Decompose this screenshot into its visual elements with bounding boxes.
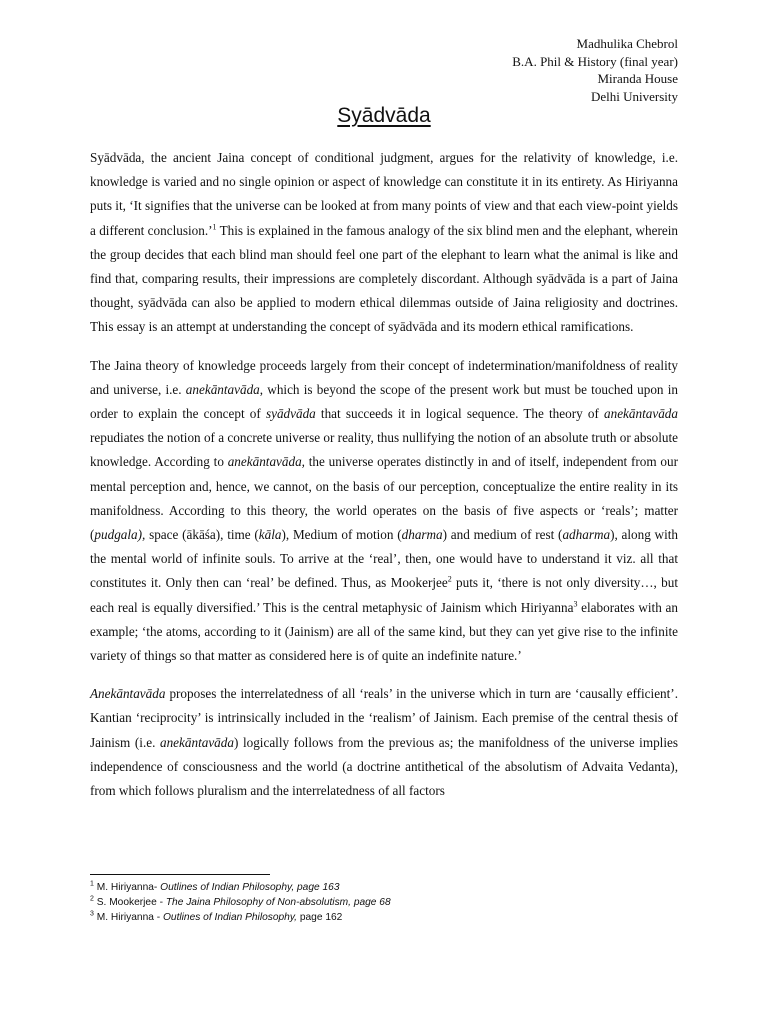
paragraph-1 bbox=[90, 146, 678, 340]
footnote-ref-2: 2 bbox=[447, 575, 452, 585]
paragraph-2-text: ), Medium of motion ( bbox=[281, 527, 402, 543]
document-title: Syādvāda bbox=[337, 104, 431, 127]
author-college: Miranda House bbox=[597, 71, 678, 86]
footnote-separator bbox=[90, 874, 270, 875]
paragraph-2-text: space (ākāśa), time ( bbox=[145, 527, 259, 543]
term-syadvada: syādvāda bbox=[265, 406, 316, 422]
paragraph-1-text-a: Syādvāda, the ancient Jaina concept of conditional judgment, argues for the relativity of knowledge, i.e. knowledge is varied and no single opinion or aspect of knowledge can constitute it in its entirety. As Hiriyanna puts it, ‘It signifies that the universe can be looked at from many points of view and that each view-point yields a different conclusion.’ bbox=[90, 150, 678, 238]
footnote-work: The Jaina Philosophy of Non-absolutism, page 68 bbox=[165, 897, 391, 908]
footnote-2 bbox=[90, 895, 678, 910]
footnote-ref-1: 1 bbox=[212, 222, 217, 232]
paragraph-3 bbox=[90, 682, 678, 803]
author-name: Madhulika Chebrol bbox=[576, 36, 678, 51]
paragraph-2-text: the universe operates distinctly in and of itself, independent from our mental perception and, hence, we cannot, on the basis of our perception, conceptualize the entire reality in its manifoldness. According to this theory, the world operates on the basis of five aspects or ‘reals’; matter ( bbox=[90, 454, 678, 543]
paragraph-2-text: repudiates the notion of a concrete universe or reality, thus nullifying the notion of an absolute truth or absolute knowledge. According to bbox=[90, 430, 678, 470]
footnote-author: M. Hiriyanna - bbox=[93, 912, 163, 923]
footnote-number: 3 bbox=[90, 910, 94, 918]
footnote-author: M. Hiriyanna- bbox=[93, 882, 161, 893]
footnote-number: 1 bbox=[90, 880, 94, 888]
paragraph-2-text: puts it, ‘there is not only diversity…, but each real is equally diversified.’ This is the central metaphysic of Jainism which Hiriyanna bbox=[90, 575, 679, 615]
author-course: B.A. Phil & History (final year) bbox=[512, 53, 678, 69]
term-pudgala: pudgala), bbox=[94, 527, 146, 543]
term-kala: kāla bbox=[258, 527, 282, 543]
term-anekantavada: anekāntavāda bbox=[604, 406, 678, 422]
term-anekantavada: Anekāntavāda bbox=[90, 686, 166, 702]
paragraph-2-text: ) and medium of rest ( bbox=[442, 527, 563, 543]
footnote-work: Outlines of Indian Philosophy, page 163 bbox=[160, 882, 340, 893]
author-header bbox=[512, 35, 678, 105]
footnote-1 bbox=[90, 880, 678, 895]
paragraph-2-text: that succeeds it in logical sequence. The theory of bbox=[315, 406, 605, 422]
paragraph-3-text: ) logically follows from the previous as; the manifoldness of the universe implies independence of consciousness and the world (a doctrine antithetical of the absolutism of Advaita Vedanta), from which follows pluralism and the interrelatedness of all factors bbox=[90, 734, 678, 799]
term-anekantavada: anekāntavāda bbox=[159, 734, 234, 750]
term-adharma: adharma bbox=[562, 527, 611, 543]
paragraph-2 bbox=[90, 354, 678, 669]
paragraph-2-text: elaborates with an example; ‘the atoms, according to it (Jainism) are all of the same kind, but they can yet give rise to the infinite variety of things so that matter as considered here is of quite an indefinite nature.’ bbox=[90, 599, 678, 664]
footnote-author: S. Mookerjee - bbox=[93, 897, 166, 908]
footnotes bbox=[90, 880, 678, 925]
paragraph-3-text: proposes the interrelatedness of all ‘reals’ in the universe which in turn are ‘causally efficient’. Kantian ‘reciprocity’ is intrinsically included in the ‘realism’ of Jainism. Each premise of the central thesis of Jainism (i.e. bbox=[90, 686, 678, 750]
footnote-ref-3: 3 bbox=[573, 599, 578, 609]
paragraph-1-text-b: This is explained in the famous analogy of the six blind men and the elephant, wherein the group decides that each blind man should feel one part of the elephant to learn what the animal is like and find that, comparing results, their impressions are completely discordant. Although syādvāda is a part of Jaina thought, syādvāda can also be applied to modern ethical dilemmas outside of Jaina religiosity and doctrines. This essay is an attempt at understanding the concept of syādvāda and its modern ethical ramifications. bbox=[90, 222, 678, 335]
paragraph-2-text: The Jaina theory of knowledge proceeds largely from their concept of indetermination/manifoldness of reality and universe, i.e. bbox=[90, 357, 678, 397]
term-anekantavada: anekāntavāda bbox=[185, 381, 260, 397]
term-anekantavada: anekāntavāda, bbox=[227, 454, 305, 470]
footnote-work: Outlines of Indian Philosophy, bbox=[162, 912, 298, 923]
document-body bbox=[90, 146, 678, 817]
footnote-3 bbox=[90, 910, 678, 925]
term-dharma: dharma bbox=[401, 527, 443, 543]
paragraph-2-text: ), along with the mental world of infinite souls. To arrive at the ‘real’, then, one would have to understand it viz. all that constitutes it. Only then can ‘real’ be defined. Thus, as Mookerjee bbox=[90, 527, 678, 591]
footnote-page: page 162 bbox=[297, 912, 343, 923]
author-university: Delhi University bbox=[590, 88, 678, 104]
paragraph-2-text: , which is beyond the scope of the present work but must be touched upon in order to explain the concept of bbox=[90, 381, 678, 422]
footnote-number: 2 bbox=[90, 895, 94, 903]
